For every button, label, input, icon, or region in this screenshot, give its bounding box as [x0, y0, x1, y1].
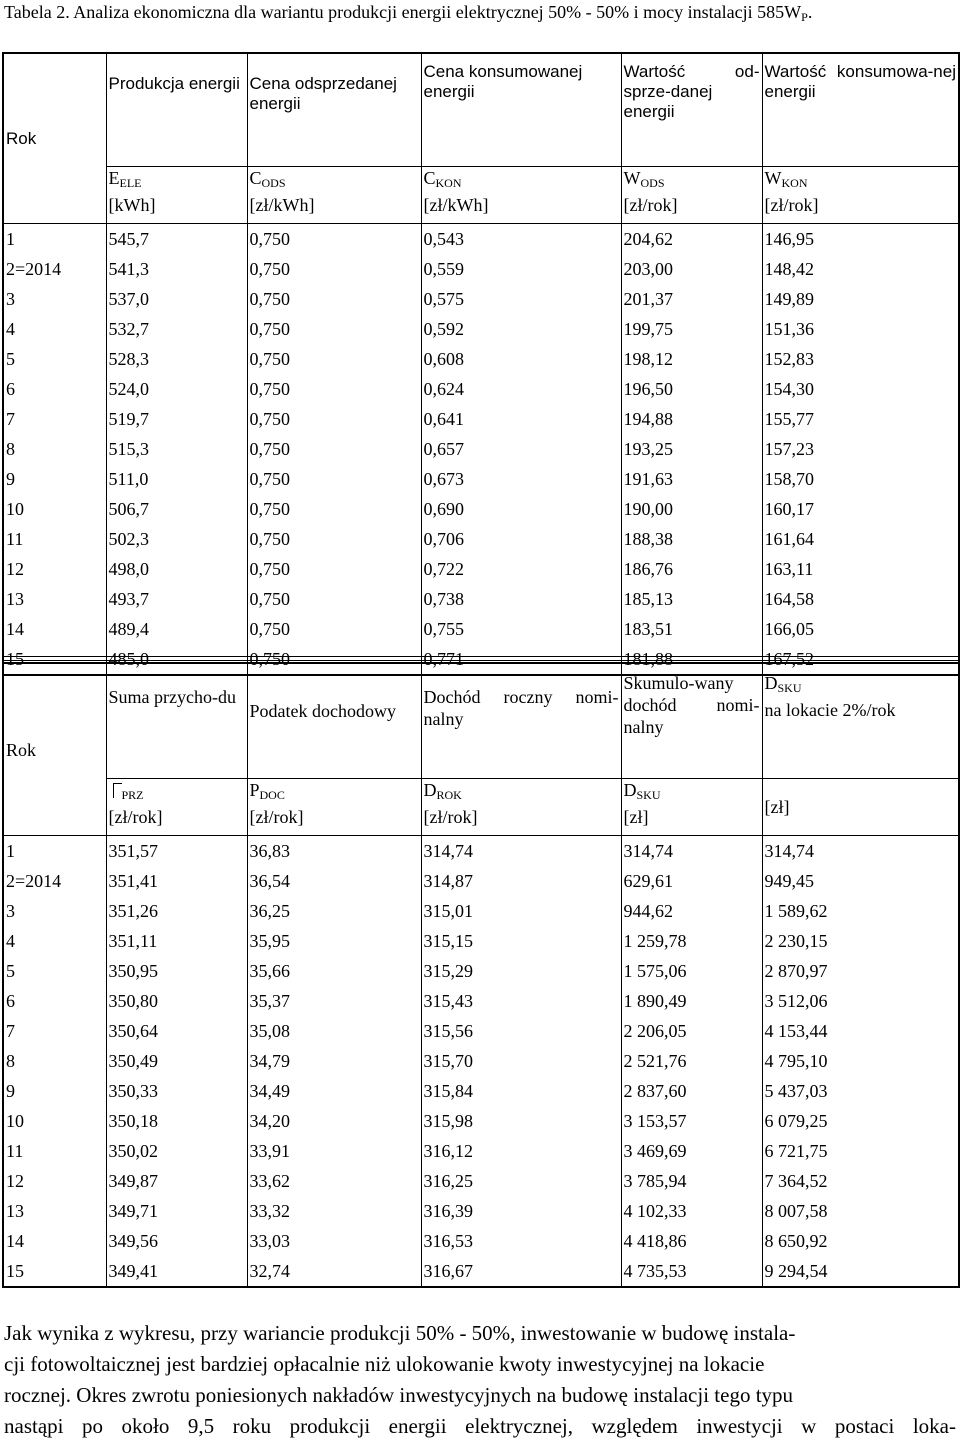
- table-cell: 10: [3, 1106, 106, 1136]
- caption-text: Tabela 2. Analiza ekonomiczna dla wariantu produkcji energii elektrycznej 50% - 50% i mocy instalacji 585W: [4, 2, 802, 22]
- table-cell: 152,83: [762, 344, 959, 374]
- table-cell: 2 206,05: [621, 1016, 762, 1046]
- table-row: [3, 524, 959, 554]
- header-wartosc-kon: Wartość konsumowa-nej energii: [762, 53, 959, 167]
- table-row: [3, 374, 959, 404]
- table-cell: 0,641: [421, 404, 621, 434]
- table-cell: 315,70: [421, 1046, 621, 1076]
- table-row: [3, 836, 959, 867]
- table-cell: 0,722: [421, 554, 621, 584]
- table-row: [3, 404, 959, 434]
- table-cell: 34,20: [247, 1106, 421, 1136]
- header-rok: Rok: [3, 663, 106, 836]
- table-cell: 35,95: [247, 926, 421, 956]
- sym-sub: SKU: [636, 788, 661, 802]
- table-cell: 485,0: [106, 644, 247, 675]
- table-cell: 316,39: [421, 1196, 621, 1226]
- table-cell: 314,87: [421, 866, 621, 896]
- table-row: [3, 1046, 959, 1076]
- table-cell: 185,13: [621, 584, 762, 614]
- paragraph-line: cji fotowoltaicznej jest bardziej opłacalnie niż ulokowanie kwoty inwestycyjnej na lokacie: [4, 1352, 765, 1376]
- table-cell: 350,80: [106, 986, 247, 1016]
- sym-sub: SKU: [777, 681, 802, 695]
- table-cell: 2 521,76: [621, 1046, 762, 1076]
- sym-text: E: [108, 168, 120, 188]
- table-row: [3, 986, 959, 1016]
- sym-text: D: [423, 780, 437, 800]
- table-cell: 161,64: [762, 524, 959, 554]
- table-cell: 944,62: [621, 896, 762, 926]
- table-cell: 502,3: [106, 524, 247, 554]
- table-cell: 4: [3, 926, 106, 956]
- table-cell: 314,74: [621, 836, 762, 867]
- unit-prz: [106, 779, 247, 836]
- table-cell: 0,750: [247, 524, 421, 554]
- table-cell: 0,750: [247, 224, 421, 255]
- table-cell: 2 837,60: [621, 1076, 762, 1106]
- table-cell: 3 512,06: [762, 986, 959, 1016]
- sym-sub: PRZ: [121, 788, 144, 802]
- table-cell: 151,36: [762, 314, 959, 344]
- table-cell: 349,56: [106, 1226, 247, 1256]
- table-cell: 13: [3, 1196, 106, 1226]
- table-cell: 1 589,62: [762, 896, 959, 926]
- table-cell: 155,77: [762, 404, 959, 434]
- sym-text: W: [623, 168, 641, 188]
- table-cell: 167,52: [762, 644, 959, 675]
- table-cell: 15: [3, 1256, 106, 1287]
- table-row: [3, 1136, 959, 1166]
- table-row: [3, 554, 959, 584]
- table-cell: 6: [3, 986, 106, 1016]
- table-cell: 154,30: [762, 374, 959, 404]
- table-cell: 1: [3, 224, 106, 255]
- table-cell: 3: [3, 284, 106, 314]
- table-cell: 0,750: [247, 434, 421, 464]
- table-cell: 157,23: [762, 434, 959, 464]
- table-cell: 498,0: [106, 554, 247, 584]
- table-cell: 315,15: [421, 926, 621, 956]
- table-cell: 7: [3, 1016, 106, 1046]
- table-cell: 199,75: [621, 314, 762, 344]
- table-cell: 183,51: [621, 614, 762, 644]
- table-cell: 351,11: [106, 926, 247, 956]
- unit-c-ods: [247, 167, 421, 224]
- table-cell: 1: [3, 836, 106, 867]
- table-cell: 524,0: [106, 374, 247, 404]
- body-paragraph: [4, 1318, 956, 1442]
- table-cell: 32,74: [247, 1256, 421, 1287]
- table-cell: 3: [3, 896, 106, 926]
- table-cell: 0,750: [247, 284, 421, 314]
- table-cell: 10: [3, 494, 106, 524]
- table-cell: 351,26: [106, 896, 247, 926]
- table-header-row: [3, 53, 959, 167]
- table-row: [3, 284, 959, 314]
- table-cell: 188,38: [621, 524, 762, 554]
- table-cell: 0,750: [247, 404, 421, 434]
- table-cell: 7 364,52: [762, 1166, 959, 1196]
- table-cell: 6 721,75: [762, 1136, 959, 1166]
- table-cell: 0,750: [247, 644, 421, 675]
- table-row: [3, 494, 959, 524]
- table-row: [3, 1256, 959, 1287]
- unit-text: [zł/rok]: [108, 807, 163, 827]
- table-cell: 0,575: [421, 284, 621, 314]
- sym-text: W: [764, 168, 782, 188]
- table-cell: 35,08: [247, 1016, 421, 1046]
- table-cell: 515,3: [106, 434, 247, 464]
- table-cell: 13: [3, 584, 106, 614]
- table-unit-row: [3, 779, 959, 836]
- header-skumulowany: Skumulo-wany dochód nomi-nalny: [621, 663, 762, 779]
- table-cell: 489,4: [106, 614, 247, 644]
- table-cell: 4: [3, 314, 106, 344]
- table-header-row: [3, 663, 959, 779]
- table-cell: 186,76: [621, 554, 762, 584]
- table-cell: 1 259,78: [621, 926, 762, 956]
- table-row: [3, 434, 959, 464]
- table-cell: 35,66: [247, 956, 421, 986]
- table-cell: 532,7: [106, 314, 247, 344]
- table-cell: 7: [3, 404, 106, 434]
- table-cell: 12: [3, 1166, 106, 1196]
- table-row: [3, 224, 959, 255]
- unit-text: [zł/rok]: [764, 195, 819, 215]
- table-cell: 315,56: [421, 1016, 621, 1046]
- table-cell: 4 735,53: [621, 1256, 762, 1287]
- header-produkcja: Produkcja energii: [106, 53, 247, 167]
- table-cell: 350,18: [106, 1106, 247, 1136]
- table-cell: 3 153,57: [621, 1106, 762, 1136]
- sym-sub: DOC: [259, 788, 285, 802]
- paragraph-line: Jak wynika z wykresu, przy wariancie produkcji 50% - 50%, inwestowanie w budowę instala-: [4, 1321, 796, 1345]
- sym-sub: KON: [781, 176, 808, 190]
- table-cell: 315,98: [421, 1106, 621, 1136]
- unit-text: [zł]: [623, 807, 649, 827]
- unit-w-ods: [621, 167, 762, 224]
- table-cell: 14: [3, 1226, 106, 1256]
- unit-lokata: [zł]: [762, 779, 959, 836]
- table-cell: 198,12: [621, 344, 762, 374]
- table-cell: 0,750: [247, 494, 421, 524]
- sym-text: C: [423, 168, 436, 188]
- table-cell: 3 469,69: [621, 1136, 762, 1166]
- table-cell: 315,29: [421, 956, 621, 986]
- table-cell: 0,673: [421, 464, 621, 494]
- header-cena-ods: Cena odsprzedanej energii: [247, 53, 421, 167]
- table-cell: 0,690: [421, 494, 621, 524]
- table-cell: 11: [3, 1136, 106, 1166]
- unit-text: [zł/kWh]: [249, 195, 315, 215]
- table-cell: 15: [3, 644, 106, 675]
- table-cell: 0,738: [421, 584, 621, 614]
- table-row: [3, 1106, 959, 1136]
- table-cell: 4 102,33: [621, 1196, 762, 1226]
- table-cell: 315,01: [421, 896, 621, 926]
- table-cell: 6: [3, 374, 106, 404]
- unit-text: [zł/kWh]: [423, 195, 489, 215]
- table-cell: 0,592: [421, 314, 621, 344]
- table-row: [3, 584, 959, 614]
- table-row: [3, 1076, 959, 1106]
- table-cell: 629,61: [621, 866, 762, 896]
- table-cell: 1 575,06: [621, 956, 762, 986]
- sym-sub: ODS: [261, 176, 286, 190]
- table-cell: 314,74: [762, 836, 959, 867]
- sym-sub: ROK: [436, 788, 462, 802]
- table-cell: 2 870,97: [762, 956, 959, 986]
- sym-text: P: [249, 780, 260, 800]
- table-cell: 4 153,44: [762, 1016, 959, 1046]
- table-cell: 193,25: [621, 434, 762, 464]
- table-cell: 8: [3, 1046, 106, 1076]
- table-caption: [4, 2, 812, 25]
- unit-c-kon: [421, 167, 621, 224]
- table-cell: 493,7: [106, 584, 247, 614]
- table-cell: 8: [3, 434, 106, 464]
- table-cell: 9: [3, 464, 106, 494]
- table-cell: 4 795,10: [762, 1046, 959, 1076]
- table-cell: 349,41: [106, 1256, 247, 1287]
- table-cell: 166,05: [762, 614, 959, 644]
- table-cell: 36,54: [247, 866, 421, 896]
- header-lokata: [762, 663, 959, 779]
- table-cell: 8 007,58: [762, 1196, 959, 1226]
- table-cell: 2=2014: [3, 254, 106, 284]
- table-cell: 164,58: [762, 584, 959, 614]
- table-cell: 204,62: [621, 224, 762, 255]
- table-cell: 0,750: [247, 554, 421, 584]
- table-cell: 0,750: [247, 584, 421, 614]
- table-row: [3, 1016, 959, 1046]
- sym-text: D: [764, 673, 778, 693]
- header-wartosc-ods: Wartość od-sprze-danej energii: [621, 53, 762, 167]
- unit-text: [zł/rok]: [423, 807, 478, 827]
- sym-text: D: [623, 780, 637, 800]
- paragraph-line: nastąpi po około 9,5 roku produkcji energii elektrycznej, względem inwestycji w postaci loka-: [4, 1414, 956, 1438]
- table-cell: 163,11: [762, 554, 959, 584]
- caption-end: .: [807, 2, 813, 22]
- table-cell: 201,37: [621, 284, 762, 314]
- table-row: [3, 464, 959, 494]
- income-table: [2, 662, 960, 1288]
- table-cell: 350,64: [106, 1016, 247, 1046]
- unit-p-doc: [247, 779, 421, 836]
- table-cell: 519,7: [106, 404, 247, 434]
- table-cell: 3 785,94: [621, 1166, 762, 1196]
- table-cell: 0,750: [247, 314, 421, 344]
- unit-text: [kWh]: [108, 195, 156, 215]
- header-dochod: Dochód roczny nomi-nalny: [421, 663, 621, 779]
- table-cell: 194,88: [621, 404, 762, 434]
- caption-subscript: P: [801, 10, 808, 24]
- sym-sub: ODS: [640, 176, 665, 190]
- unit-w-kon: [762, 167, 959, 224]
- table-cell: 0,750: [247, 254, 421, 284]
- header-rok: Rok: [3, 53, 106, 224]
- table-cell: 0,543: [421, 224, 621, 255]
- table-cell: 315,84: [421, 1076, 621, 1106]
- table-cell: 350,33: [106, 1076, 247, 1106]
- table-cell: 160,17: [762, 494, 959, 524]
- header-podatek: Podatek dochodowy: [247, 663, 421, 779]
- table-row: [3, 254, 959, 284]
- table-cell: 528,3: [106, 344, 247, 374]
- sym-sub: ELE: [119, 176, 142, 190]
- table-cell: 0,750: [247, 464, 421, 494]
- table-cell: 2 230,15: [762, 926, 959, 956]
- table-cell: 2=2014: [3, 866, 106, 896]
- unit-text: [zł/rok]: [623, 195, 678, 215]
- table-cell: 0,750: [247, 614, 421, 644]
- table-cell: 196,50: [621, 374, 762, 404]
- table-cell: 5: [3, 344, 106, 374]
- table-cell: 0,755: [421, 614, 621, 644]
- table-cell: 0,559: [421, 254, 621, 284]
- table-cell: 0,750: [247, 374, 421, 404]
- table-cell: 0,706: [421, 524, 621, 554]
- table-row: [3, 956, 959, 986]
- table-cell: 314,74: [421, 836, 621, 867]
- sym-sub: KON: [435, 176, 462, 190]
- table-cell: 5 437,03: [762, 1076, 959, 1106]
- table-cell: 351,57: [106, 836, 247, 867]
- table-row: [3, 926, 959, 956]
- sym-text: C: [249, 168, 262, 188]
- table-cell: 9 294,54: [762, 1256, 959, 1287]
- energy-table-body: [3, 224, 959, 676]
- table-cell: 203,00: [621, 254, 762, 284]
- table-row: [3, 344, 959, 374]
- table-cell: 149,89: [762, 284, 959, 314]
- table-cell: 8 650,92: [762, 1226, 959, 1256]
- table-row: [3, 1226, 959, 1256]
- table-cell: 35,37: [247, 986, 421, 1016]
- header-cena-kon: Cena konsumowanej energii: [421, 53, 621, 167]
- energy-table: [2, 52, 960, 676]
- table-cell: 351,41: [106, 866, 247, 896]
- table-cell: 316,12: [421, 1136, 621, 1166]
- table-cell: 537,0: [106, 284, 247, 314]
- table-cell: 191,63: [621, 464, 762, 494]
- table-unit-row: [3, 167, 959, 224]
- unit-e-ele: [106, 167, 247, 224]
- table-separator: [2, 656, 958, 661]
- table-cell: 158,70: [762, 464, 959, 494]
- paragraph-line: rocznej. Okres zwrotu poniesionych nakładów inwestycyjnych na budowę instalacji tego typu: [4, 1383, 794, 1407]
- table-cell: 316,67: [421, 1256, 621, 1287]
- table-cell: 541,3: [106, 254, 247, 284]
- table-cell: 12: [3, 554, 106, 584]
- table-cell: 4 418,86: [621, 1226, 762, 1256]
- table-row: [3, 314, 959, 344]
- table-cell: 190,00: [621, 494, 762, 524]
- table-cell: 506,7: [106, 494, 247, 524]
- table-row: [3, 1166, 959, 1196]
- table-cell: 0,608: [421, 344, 621, 374]
- table-cell: 949,45: [762, 866, 959, 896]
- table-cell: 33,32: [247, 1196, 421, 1226]
- table-cell: 0,750: [247, 344, 421, 374]
- table-cell: 33,62: [247, 1166, 421, 1196]
- table-cell: 350,02: [106, 1136, 247, 1166]
- table-cell: 9: [3, 1076, 106, 1106]
- table-cell: 34,49: [247, 1076, 421, 1106]
- table-row: [3, 614, 959, 644]
- unit-d-rok: [421, 779, 621, 836]
- table-cell: 0,771: [421, 644, 621, 675]
- table-row: [3, 896, 959, 926]
- table-cell: 349,71: [106, 1196, 247, 1226]
- table-cell: 36,25: [247, 896, 421, 926]
- table-cell: 146,95: [762, 224, 959, 255]
- table-cell: 0,624: [421, 374, 621, 404]
- table-row: [3, 1196, 959, 1226]
- header-suma: Suma przycho-du: [106, 663, 247, 779]
- unit-text: [zł/rok]: [249, 807, 304, 827]
- table-cell: 350,49: [106, 1046, 247, 1076]
- header-lokata-label: na lokacie 2%/rok: [764, 700, 896, 720]
- table-cell: 36,83: [247, 836, 421, 867]
- table-cell: 0,657: [421, 434, 621, 464]
- table-cell: 350,95: [106, 956, 247, 986]
- table-cell: 34,79: [247, 1046, 421, 1076]
- table-cell: 316,25: [421, 1166, 621, 1196]
- table-cell: 316,53: [421, 1226, 621, 1256]
- income-table-body: [3, 836, 959, 1288]
- table-cell: 315,43: [421, 986, 621, 1016]
- table-cell: 33,91: [247, 1136, 421, 1166]
- table-cell: 33,03: [247, 1226, 421, 1256]
- table-cell: 181,88: [621, 644, 762, 675]
- unit-d-sku: [621, 779, 762, 836]
- table-cell: 511,0: [106, 464, 247, 494]
- table-cell: 6 079,25: [762, 1106, 959, 1136]
- table-cell: 545,7: [106, 224, 247, 255]
- table-cell: 5: [3, 956, 106, 986]
- table-row: [3, 866, 959, 896]
- table-cell: 148,42: [762, 254, 959, 284]
- table-cell: 1 890,49: [621, 986, 762, 1016]
- table-cell: 11: [3, 524, 106, 554]
- table-cell: 14: [3, 614, 106, 644]
- missing-symbol-icon: [113, 783, 122, 798]
- table-cell: 349,87: [106, 1166, 247, 1196]
